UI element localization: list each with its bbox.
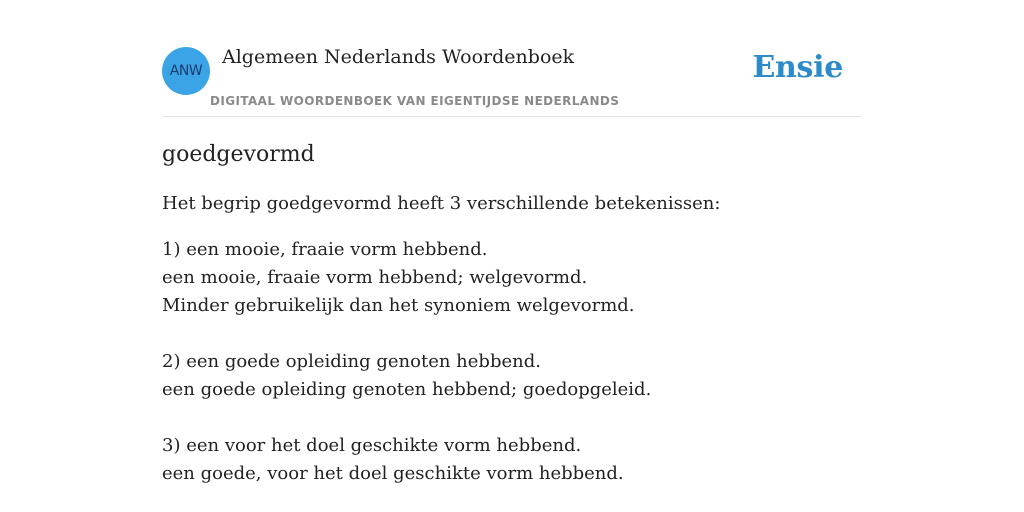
entry-content [162,139,862,512]
meaning-definition: een mooie, fraaie vorm hebbend; welgevormd. [162,267,588,288]
meaning-heading: 3) een voor het doel geschikte vorm hebbend. [162,435,582,456]
meaning-item-1 [162,236,862,320]
entry-intro: Het begrip goedgevormd heeft 3 verschillende betekenissen: [162,193,721,214]
meaning-item-3 [162,432,862,488]
meaning-note: Minder gebruikelijk dan het synoniem welgevormd. [162,295,635,316]
meaning-definition: een goede opleiding genoten hebbend; goedopgeleid. [162,379,652,400]
meanings-list [162,236,862,488]
meaning-heading: 2) een goede opleiding genoten hebbend. [162,351,541,372]
entry-word-title: goedgevormd [162,142,315,167]
ensie-brand-link[interactable]: Ensie [752,50,843,85]
meaning-item-2 [162,348,862,404]
meaning-definition: een goede, voor het doel geschikte vorm hebbend. [162,463,624,484]
meaning-heading: 1) een mooie, fraaie vorm hebbend. [162,239,488,260]
anw-logo-icon[interactable]: ANW [162,47,210,95]
site-header [162,0,862,117]
site-subtitle: DIGITAAL WOORDENBOEK VAN EIGENTIJDSE NEDERLANDS [210,94,620,108]
site-title[interactable]: Algemeen Nederlands Woordenboek [222,46,575,68]
